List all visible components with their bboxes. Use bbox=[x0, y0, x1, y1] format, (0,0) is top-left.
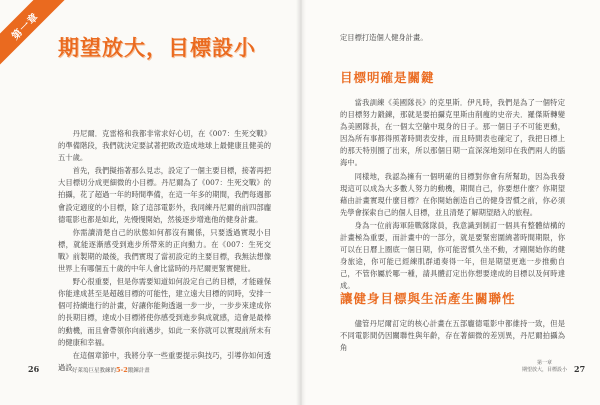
right-page-number: 27 bbox=[574, 364, 586, 374]
paragraph: 首先，我們擬指著那么見志，設定了一個主要目標，接著再把大目標切分成更細微的小目標。丹尼爾為了《007：生死交戰》的拍攝，花了超過一年的時間準備，在這一年多的期間，我們每週都會設定適度的小目標，除了這部電影外，我同練丹尼爾的前四部龐德電影也都是如此，先慢慢開始，然後逐步增進他的健身計畫。 bbox=[58, 166, 271, 224]
left-body-text bbox=[58, 128, 271, 375]
section-heading-relevance: 讓健身目標與生活產生關聯性 bbox=[340, 291, 516, 306]
footer-chapter-title: 期望放大，目標設小 bbox=[522, 367, 568, 373]
right-page bbox=[300, 0, 600, 405]
section1-body-text bbox=[340, 97, 565, 294]
footer-chapter-number: 第一章 bbox=[537, 360, 553, 366]
paragraph: 野心很重要，但是你需要知道如何設定自己的目標，才能確保你能達成甚至是超越目標的可能性，建立遠大目標的同時，安排一個可持續進行的計畫，好讓你能夠透過一步一步，一步步來達成你的長期目標，達成小目標將使你感受到進步與成就感，這會是最棒的動機，而且會帶領你向前邁步，如此一來你就可以實現前所未有的健康和幸福。 bbox=[58, 277, 271, 347]
paragraph: 儘管丹尼爾訂定的核心計畫在五部龐德電影中都維持一致，但是不同電影間仍因關聯性與年齡，存在著細微的差別異，丹尼爾拍攝為角 bbox=[340, 319, 565, 353]
chapter-title: 期望放大，目標設小 bbox=[58, 36, 256, 60]
paragraph: 身為一位前海軍陸戰隊隊員，我意識到制訂一個具有整體結構的計畫極為重要，而計畫中的一部分，就是要緊密圍繞著時間期限，你可以在日曆上圈底一個日期，你可能習慣久坐不動，才剛開始你的健身旅途，你可能已經練肌群通奏得一年，但是期望更進一步推動自己，不管你屬於哪一種，請具體訂定出你想要達成的目標以及何時達成。 bbox=[340, 220, 565, 291]
paragraph: 丹尼爾．克雷格和我都非常求好心切，在《007：生死交戰》的準備階段，我們就決定要試著把敗改造成地球上最健康且健美的五十歲。 bbox=[58, 129, 271, 163]
left-page-number: 26 bbox=[28, 364, 40, 374]
book-gutter-shadow bbox=[296, 0, 306, 405]
paragraph: 你需讀清楚自己的狀態如何都沒有關係，只要透過實現小目標，就能逐漸感受到進步所帶來的正向動力。在《007：生死交戰》前製期的最後，我們實現了當初設定的主要目標，我無法想像世界上有哪個五十歲的中年人會比當時的丹尼爾更緊實健壯。 bbox=[58, 227, 271, 274]
footer-book-title bbox=[72, 366, 150, 374]
paragraph: 在這個章節中，我將分享一些重要提示與技巧，引導你如何透過設 bbox=[58, 350, 271, 372]
paragraph: 當我訓練《美國隊長》的克里斯．伊凡時，我們是為了一個特定的目標努力鍛鍊，那就是要拍攝克里斯由削瘦的史帝夫．羅傑斯轉變為美國隊長，在一個太空艙中現身的日子。那一個日子不可能更動，因為所有事都得照著時間表安排，而且時間表也確定了，我把日標上的那天特別圈了出來，所以那個日期一直深深地刻印在我們兩人的腦海中。 bbox=[340, 98, 565, 168]
continued-paragraph: 定目標打造個人健身計畫。 bbox=[340, 33, 428, 42]
paragraph: 同樣地，我認為擁有一個明確的目標對你會有所幫助，因為我發現這可以成為大多數人努力的動機，期間自己，你要想什麼？你期望藉由計畫實現什麼目標？在你開始創造自己的健身習慣之前，你必須先學會探索自己的個人目標，並且清楚了解期望踏入的旅程。 bbox=[340, 171, 565, 217]
section2-body-text bbox=[340, 318, 565, 355]
footer-book-prefix: 好萊塢巨星教練的 bbox=[72, 368, 117, 374]
footer-book-highlight: 5-2 bbox=[116, 366, 128, 374]
chapter-corner-label: 第一章 bbox=[9, 10, 41, 42]
section-heading-clear-goals: 目標明確是關鍵 bbox=[340, 70, 435, 85]
footer-book-suffix: 鍛鍊計畫 bbox=[127, 368, 150, 374]
footer-chapter-label bbox=[522, 360, 567, 374]
